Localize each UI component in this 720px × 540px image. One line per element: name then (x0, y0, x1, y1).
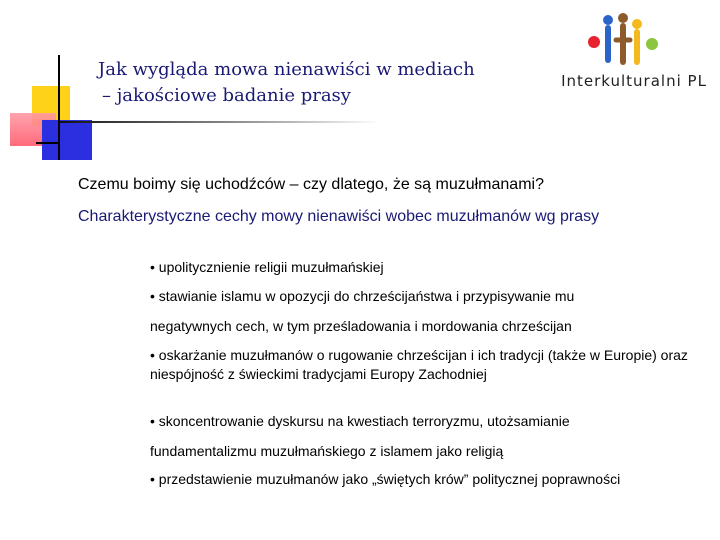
decor-vertical-line (58, 55, 60, 160)
slide-title-line-2: – jakościowe badanie prasy (102, 85, 351, 106)
section-subtitle: Charakterystyczne cechy mowy nienawiści wobec muzułmanów wg prasy (78, 208, 600, 225)
title-underline (60, 121, 380, 123)
bullet-item: • upolitycznienie religii muzułmańskiej (150, 259, 384, 275)
interkulturalni-logo (552, 10, 716, 92)
bullet-item: • stawianie islamu w opozycji do chrześcijaństwa i przypisywanie mu (150, 288, 575, 304)
logo-text: Interkulturalni PL (561, 72, 707, 90)
bullet-item: • oskarżanie muzułmanów o rugowanie chrześcijan i ich tradycji (także w Europie) oraz niespójność z świeckimi tradycjami Europy Zachodniej (150, 347, 688, 382)
bullet-item-continuation: negatywnych cech, w tym prześladowania i mordowania chrześcijan (150, 318, 572, 334)
bullet-item-continuation: fundamentalizmu muzułmańskiego z islamem jako religią (150, 443, 504, 459)
main-question: Czemu boimy się uchodźców – czy dlatego, że są muzułmanami? (78, 176, 544, 193)
logo-figures-icon (552, 10, 716, 72)
decor-blue-square (42, 120, 92, 160)
slide-title (98, 57, 475, 109)
slide-title-line-1: Jak wygląda mowa nienawiści w mediach (98, 59, 475, 80)
bullet-item: • skoncentrowanie dyskursu na kwestiach terroryzmu, utożsamianie (150, 413, 570, 429)
bullet-item: • przedstawienie muzułmanów jako „świętych krów” politycznej poprawności (150, 471, 621, 487)
decor-horizontal-line (36, 142, 60, 144)
